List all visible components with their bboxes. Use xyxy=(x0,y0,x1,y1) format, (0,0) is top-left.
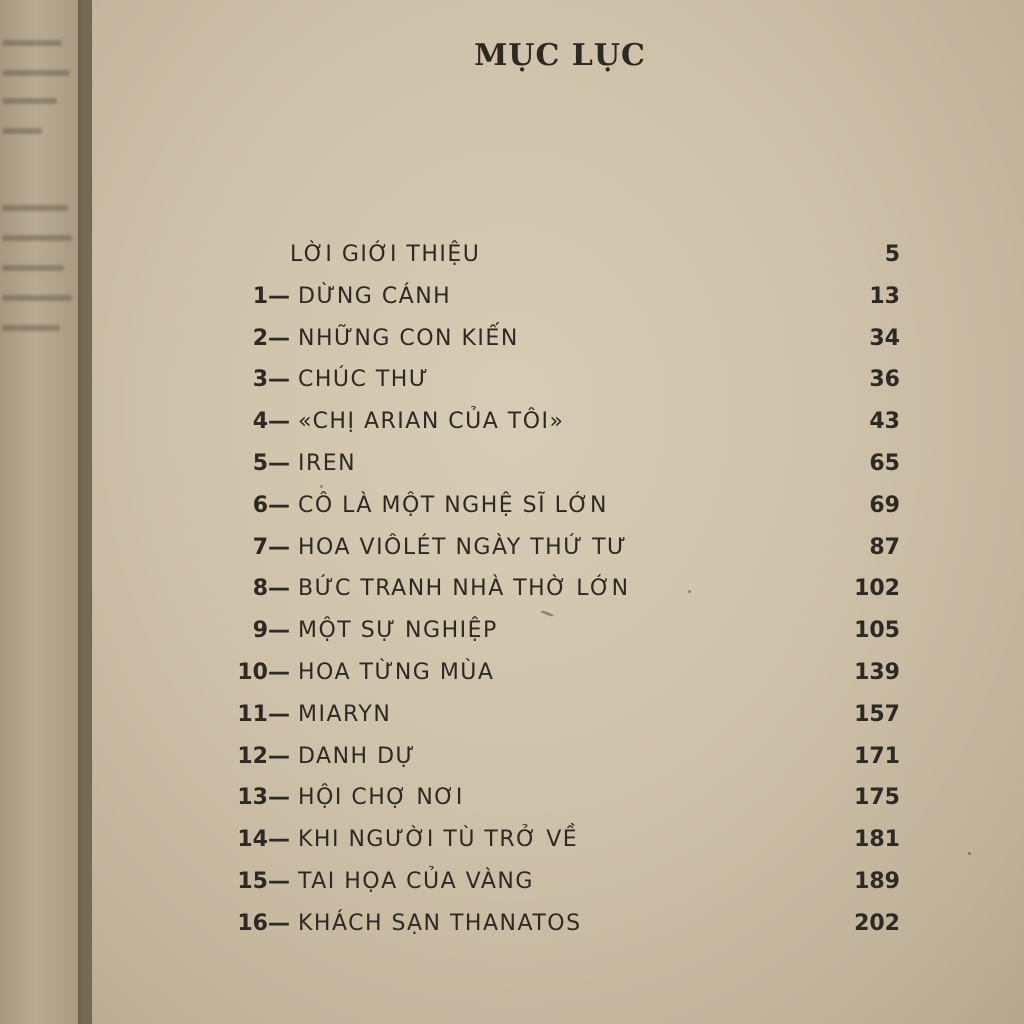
left-page-blurred-text xyxy=(2,205,68,211)
toc-entry xyxy=(0,282,1024,318)
toc-entry xyxy=(0,742,1024,778)
toc-entry-number: 3— xyxy=(252,367,290,393)
toc-entry xyxy=(0,240,1024,276)
toc-entry-number: 9— xyxy=(252,618,290,644)
toc-entry-title: BỨC TRANH NHÀ THỜ LỚN xyxy=(298,576,630,602)
toc-entry-title: CHÚC THƯ xyxy=(298,367,430,393)
toc-entry xyxy=(0,616,1024,652)
toc-entry-number: 7— xyxy=(252,534,290,560)
toc-entry xyxy=(0,324,1024,360)
toc-entry-number: 11— xyxy=(237,701,290,727)
toc-entry-page: 139 xyxy=(854,660,900,685)
toc-entry-title: CÔ LÀ MỘT NGHỆ SĨ LỚN xyxy=(298,492,608,518)
toc-entry-number: 14— xyxy=(237,827,290,853)
toc-entry xyxy=(0,783,1024,819)
toc-entry-number: 5— xyxy=(252,451,290,476)
page-title: MỤC LỤC xyxy=(474,38,646,73)
toc-entry-page: 157 xyxy=(854,701,900,727)
toc-entry-page: 69 xyxy=(869,492,900,518)
toc-entry xyxy=(0,909,1024,945)
toc-entry xyxy=(0,533,1024,569)
toc-entry-page: 43 xyxy=(869,409,900,435)
toc-entry xyxy=(0,574,1024,610)
toc-entry-title: MỘT SỰ NGHIỆP xyxy=(298,618,498,644)
toc-entry-page: 175 xyxy=(854,785,900,811)
toc-entry-page: 105 xyxy=(854,618,900,644)
toc-entry-title: IREN xyxy=(298,451,357,476)
toc-entry-page: 36 xyxy=(869,367,900,393)
toc-entry xyxy=(0,491,1024,527)
toc-entry-title: HOA VIÔLÉT NGÀY THỨ TƯ xyxy=(298,534,628,560)
paper-speck xyxy=(320,485,323,488)
toc-entry-page: 189 xyxy=(854,869,900,894)
toc-entry xyxy=(0,449,1024,485)
toc-entry-page: 202 xyxy=(854,910,900,936)
toc-entry-page: 87 xyxy=(869,534,900,560)
toc-entry-title: DỪNG CÁNH xyxy=(298,283,452,309)
toc-entry-title: TAI HỌA CỦA VÀNG xyxy=(298,869,534,894)
toc-entry-page: 65 xyxy=(869,451,900,476)
toc-entry-title: HOA TỪNG MÙA xyxy=(298,660,495,685)
toc-entry xyxy=(0,700,1024,736)
toc-entry-number: 15— xyxy=(237,869,290,894)
toc-entry-number: 8— xyxy=(252,576,290,602)
toc-entry xyxy=(0,365,1024,401)
toc-entry-page: 102 xyxy=(854,576,900,602)
toc-entry-number: 4— xyxy=(252,409,290,435)
toc-entry-page: 13 xyxy=(869,283,900,309)
toc-entry-title: KHÁCH SẠN THANATOS xyxy=(298,910,582,936)
toc-entry-page: 171 xyxy=(854,743,900,769)
left-page-blurred-text xyxy=(2,128,42,134)
toc-entry-number: 2— xyxy=(252,325,290,351)
toc-entry-number: 16— xyxy=(237,910,290,936)
toc-entry-page: 181 xyxy=(854,827,900,853)
toc-entry xyxy=(0,825,1024,861)
toc-entry-title: DANH DỰ xyxy=(298,743,416,769)
toc-entry-number: 13— xyxy=(237,785,290,811)
toc-entry-page: 34 xyxy=(869,325,900,351)
toc-entry-title: LỜI GIỚI THIỆU xyxy=(290,242,481,267)
toc-entry-number: 10— xyxy=(237,660,290,685)
toc-entry xyxy=(0,407,1024,443)
toc-entry-title: MIARYN xyxy=(298,701,392,727)
toc-entry-page: 5 xyxy=(884,242,900,267)
toc-entry-number: 1— xyxy=(252,283,290,309)
toc-entry-number: 12— xyxy=(237,743,290,769)
toc-entry-title: NHỮNG CON KIẾN xyxy=(298,325,519,351)
toc-entry xyxy=(0,658,1024,694)
paper-speck xyxy=(968,852,971,855)
left-page-blurred-text xyxy=(2,98,57,104)
toc-entry-number: 6— xyxy=(252,492,290,518)
toc-entry-title: KHI NGƯỜI TÙ TRỞ VỀ xyxy=(298,827,579,853)
paper-speck xyxy=(688,590,691,593)
toc-entry-title: HỘI CHỢ NƠI xyxy=(298,785,464,811)
toc-entry-title: «CHỊ ARIAN CỦA TÔI» xyxy=(298,409,565,435)
toc-entry xyxy=(0,867,1024,903)
